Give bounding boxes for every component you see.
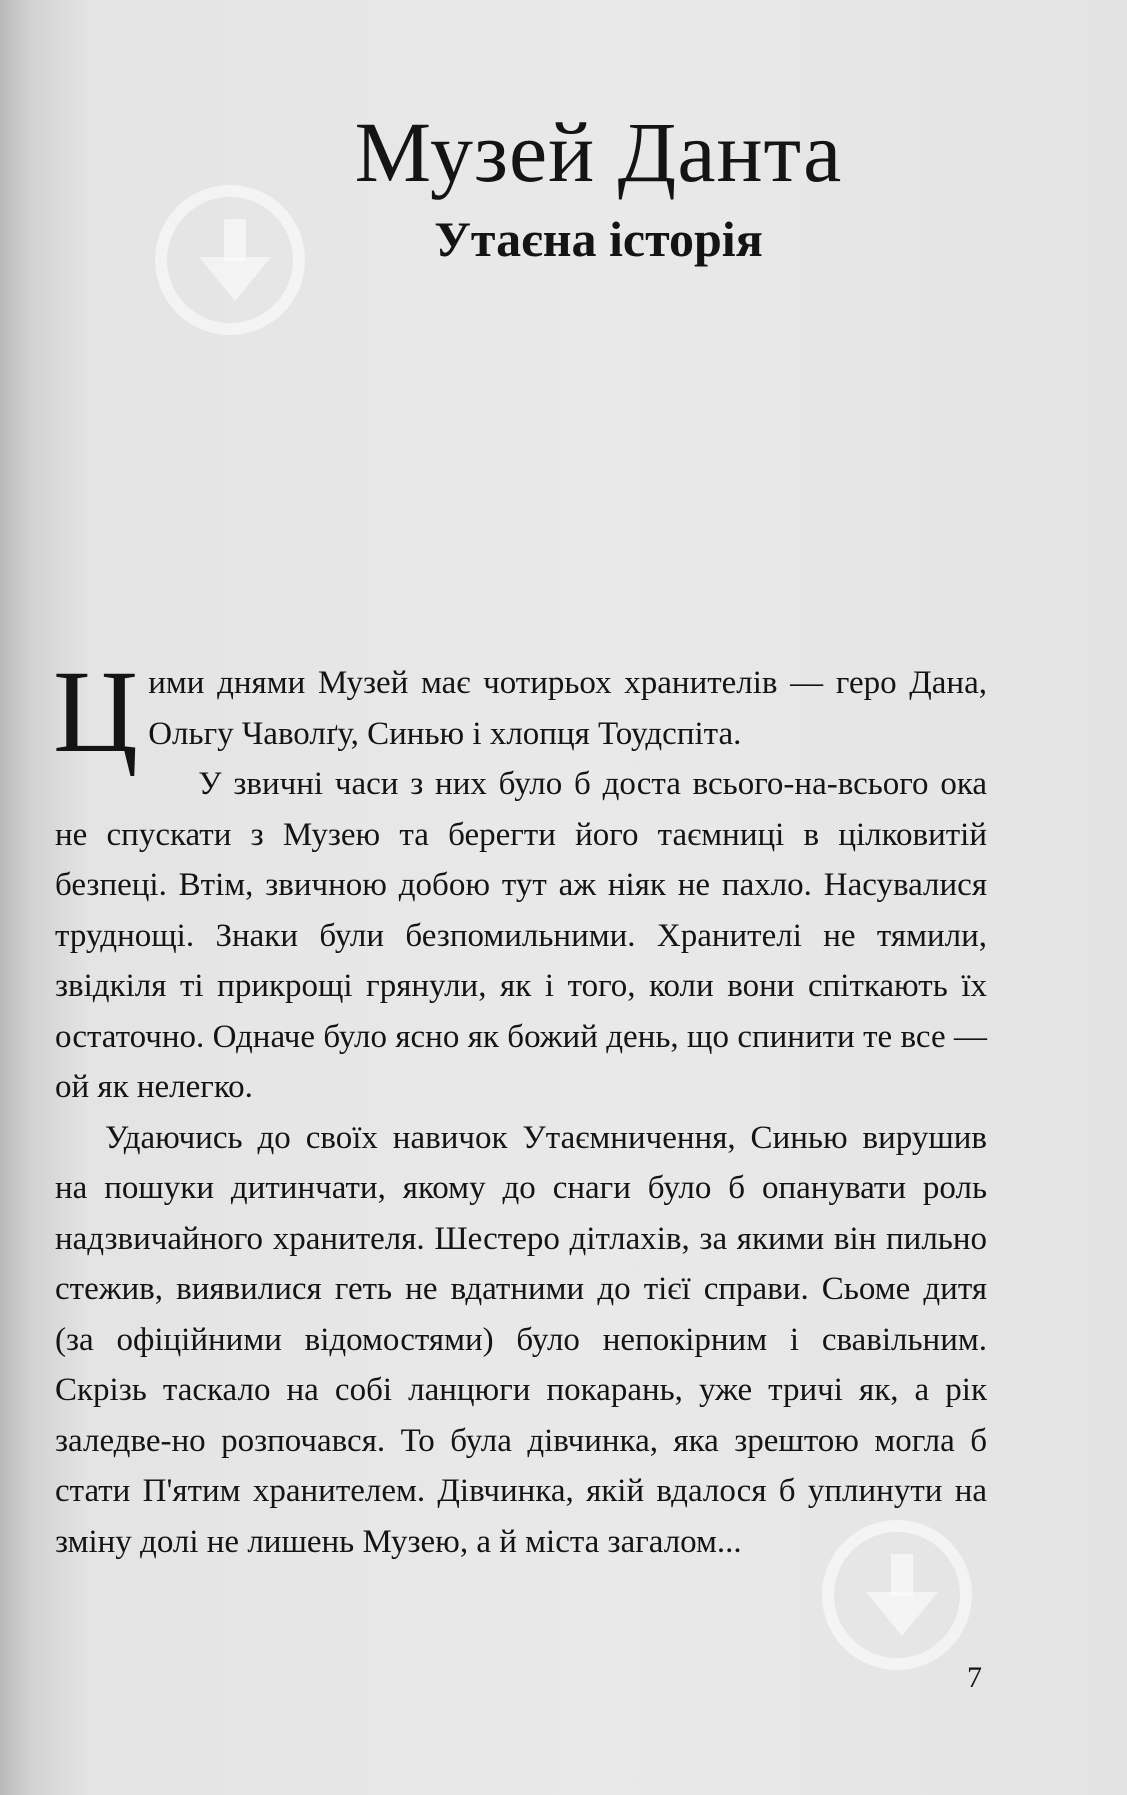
body-text (53, 646, 987, 1567)
paragraph-1 (53, 646, 987, 777)
paragraph-1-text: ими днями Музей має чотирьох хранителів — геро Дана, Ольгу Чаволґу, Синью і хлопця Тоудспіта. (148, 665, 987, 752)
chapter-title: Музей Данта (354, 104, 843, 200)
drop-cap: Ц (53, 646, 139, 777)
chapter-subtitle: Утаєна історія (434, 211, 763, 267)
paragraph-3: Удаючись до своїх навичок Утаємничення, Синью вирушив на пошуки дитинчати, якому до снаги було б опанувати роль надзвичайного хранителя. Шестеро дітлахів, за якими він пильно стежив, виявилися геть не вдатними до тієї справи. Сьоме дитя (за офіційними відомостями) було непокірним і свавільним. Скрізь таскало на собі ланцюги покарань, уже тричі як, а рік заледве-но розпочався. То була дівчинка, яка зрештою могла б стати П'ятим хранителем. Дівчинка, якій вдалося б уплинути на зміну долі не лишень Музею, а й міста загалом... (55, 1119, 987, 1560)
paragraph-2: У звичні часи з них було б доста всього-на-всього ока не спускати з Музею та берегти його таємниці в цілковитій безпеці. Втім, звичною добою тут аж ніяк не пахло. Насувалися труднощі. Знаки були безпомильними. Хранителі не тямили, звідкіля ті прикрощі грянули, як і того, коли вони спіткають їх остаточно. Одначе було ясно як божий день, що спинити те все — ой як нелегко. (55, 766, 987, 1105)
watermark-download-icon (822, 1520, 972, 1670)
page-number: 7 (967, 1661, 982, 1694)
